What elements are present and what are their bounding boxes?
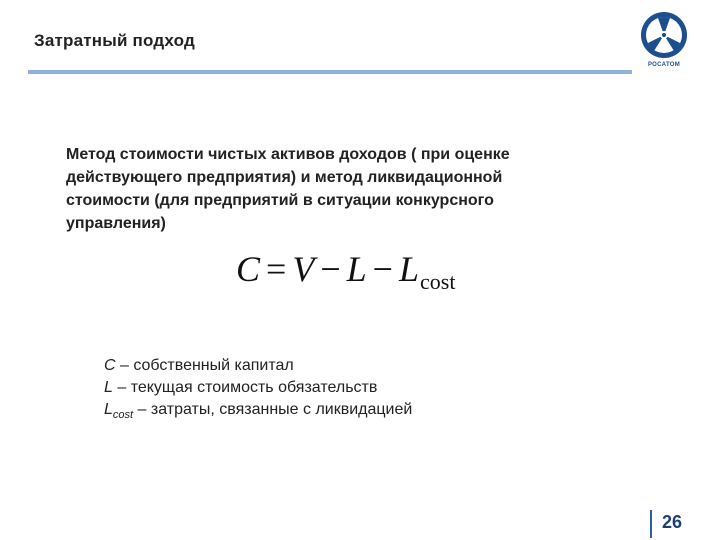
description-line: действующего предприятия) и метод ликвидационной: [66, 169, 503, 186]
legend-symbol: L: [104, 379, 113, 396]
legend-text: – собственный капитал: [115, 357, 294, 374]
legend-symbol: C: [104, 357, 116, 374]
formula-minus: −: [372, 249, 393, 289]
legend-text: – текущая стоимость обязательств: [112, 379, 378, 396]
header-divider: [28, 70, 632, 74]
formula-l: L: [346, 249, 367, 289]
rosatom-emblem-icon: [636, 10, 692, 62]
formula-equals: =: [266, 249, 287, 289]
formula-minus: −: [320, 249, 341, 289]
formula-v: V: [292, 249, 315, 289]
page-number: 26: [662, 512, 683, 532]
formula-c: C: [236, 249, 261, 289]
logo-text: РОСАТОМ: [647, 62, 681, 68]
page-number-divider: [650, 510, 652, 538]
description-line: управления): [66, 215, 166, 232]
legend-item-lcost: [104, 399, 412, 422]
formula-lcost-subscript: cost: [420, 269, 456, 294]
formula-lcost: L: [398, 249, 420, 289]
legend-symbol: L: [104, 401, 113, 418]
legend-item-l: [104, 377, 412, 399]
slide-title: Затратный подход: [34, 31, 195, 50]
legend-subscript: cost: [112, 409, 134, 421]
legend-text: – затраты, связанные с ликвидацией: [133, 401, 413, 418]
description-line: стоимости (для предприятий в ситуации конкурсного: [66, 192, 494, 209]
legend-item-c: [104, 355, 412, 377]
formula-legend: [104, 355, 412, 422]
equity-formula: [236, 248, 456, 294]
rosatom-logo: [636, 10, 692, 72]
method-description: [66, 143, 646, 235]
description-line: Метод стоимости чистых активов доходов ( при оценке: [66, 146, 510, 163]
